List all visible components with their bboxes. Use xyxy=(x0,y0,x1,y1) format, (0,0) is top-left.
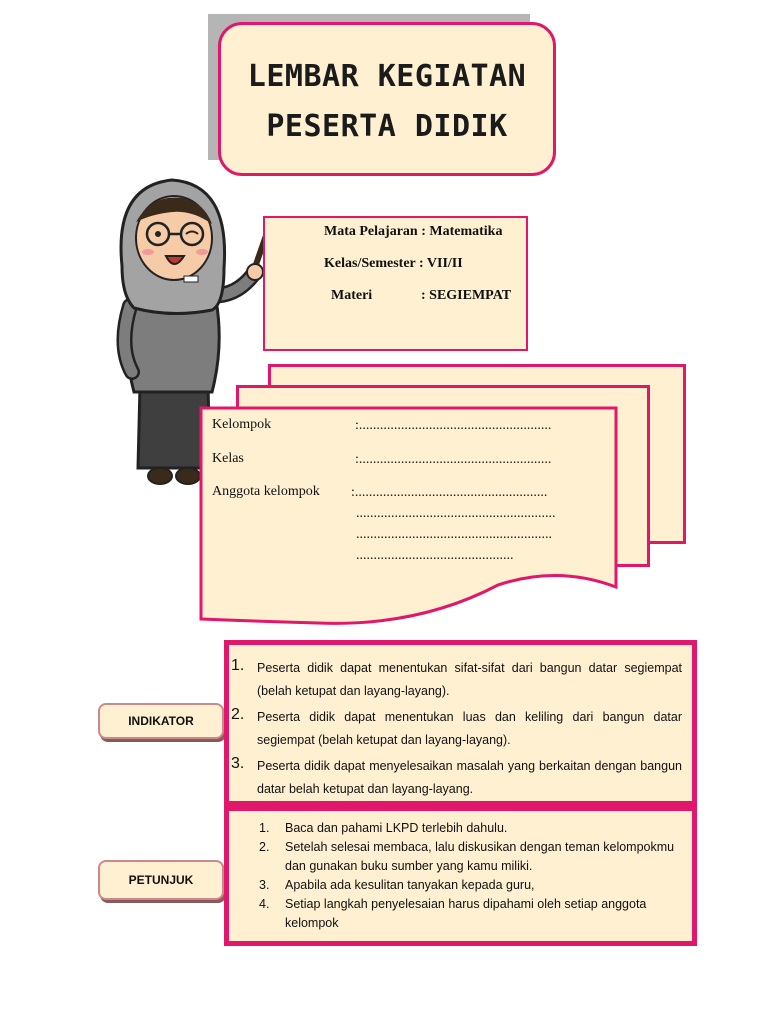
class-semester-line: Kelas/Semester : VII/II xyxy=(324,256,463,271)
group-input-line[interactable]: :....................................................... xyxy=(355,418,552,433)
petunjuk-text: Baca dan pahami LKPD terlebih dahulu. xyxy=(285,821,508,835)
members-input-line-2[interactable]: ......................................................... xyxy=(356,506,556,521)
petunjuk-item xyxy=(259,819,676,838)
material-label: Materi xyxy=(331,288,373,303)
indikator-item xyxy=(231,706,682,752)
indikator-text: Peserta didik dapat menyelesaikan masalah yang berkaitan dengan bangun datar belah ketupat dan layang-layang. xyxy=(257,759,682,796)
members-label: Anggota kelompok xyxy=(212,484,320,499)
indikator-item xyxy=(231,657,682,703)
indikator-box xyxy=(224,640,697,806)
subject-line: Mata Pelajaran : Matematika xyxy=(324,224,503,239)
petunjuk-item xyxy=(259,838,676,876)
petunjuk-item xyxy=(259,876,676,895)
indikator-text: Peserta didik dapat menentukan luas dan keliling dari bangun datar segiempat (belah ketupat dan layang-layang). xyxy=(257,710,682,747)
group-label: Kelompok xyxy=(212,417,272,432)
title-line-1: LEMBAR KEGIATAN xyxy=(247,59,527,94)
material-value: : SEGIEMPAT xyxy=(421,288,512,303)
indikator-text: Peserta didik dapat menentukan sifat-sifat dari bangun datar segiempat (belah ketupat dan layang-layang). xyxy=(257,661,682,698)
class-input-line[interactable]: :....................................................... xyxy=(355,452,552,467)
title-line-2: PESERTA DIDIK xyxy=(266,109,508,144)
indikator-tag: INDIKATOR xyxy=(98,703,224,739)
petunjuk-number: 4. xyxy=(259,897,270,911)
indikator-number: 2. xyxy=(231,706,245,723)
indikator-number: 1. xyxy=(231,657,245,674)
petunjuk-box xyxy=(224,806,697,946)
page-title xyxy=(218,52,556,152)
petunjuk-tag: PETUNJUK xyxy=(98,860,224,900)
indikator-number: 3. xyxy=(231,755,245,772)
petunjuk-number: 3. xyxy=(259,878,270,892)
petunjuk-number: 2. xyxy=(259,840,270,854)
petunjuk-number: 1. xyxy=(259,821,270,835)
class-label: Kelas xyxy=(212,451,244,466)
members-input-line-3[interactable]: ........................................................ xyxy=(356,527,552,542)
petunjuk-item xyxy=(259,895,676,933)
petunjuk-text: Apabila ada kesulitan tanyakan kepada guru, xyxy=(285,878,535,892)
petunjuk-text: Setelah selesai membaca, lalu diskusikan dengan teman kelompokmu dan gunakan buku sumber yang kamu miliki. xyxy=(285,840,675,873)
indikator-item xyxy=(231,755,682,801)
members-input-line-4[interactable]: ............................................. xyxy=(356,548,514,563)
petunjuk-text: Setiap langkah penyelesaian harus dipahami oleh setiap anggota kelompok xyxy=(285,897,647,930)
members-input-line-1[interactable]: :....................................................... xyxy=(351,485,548,500)
